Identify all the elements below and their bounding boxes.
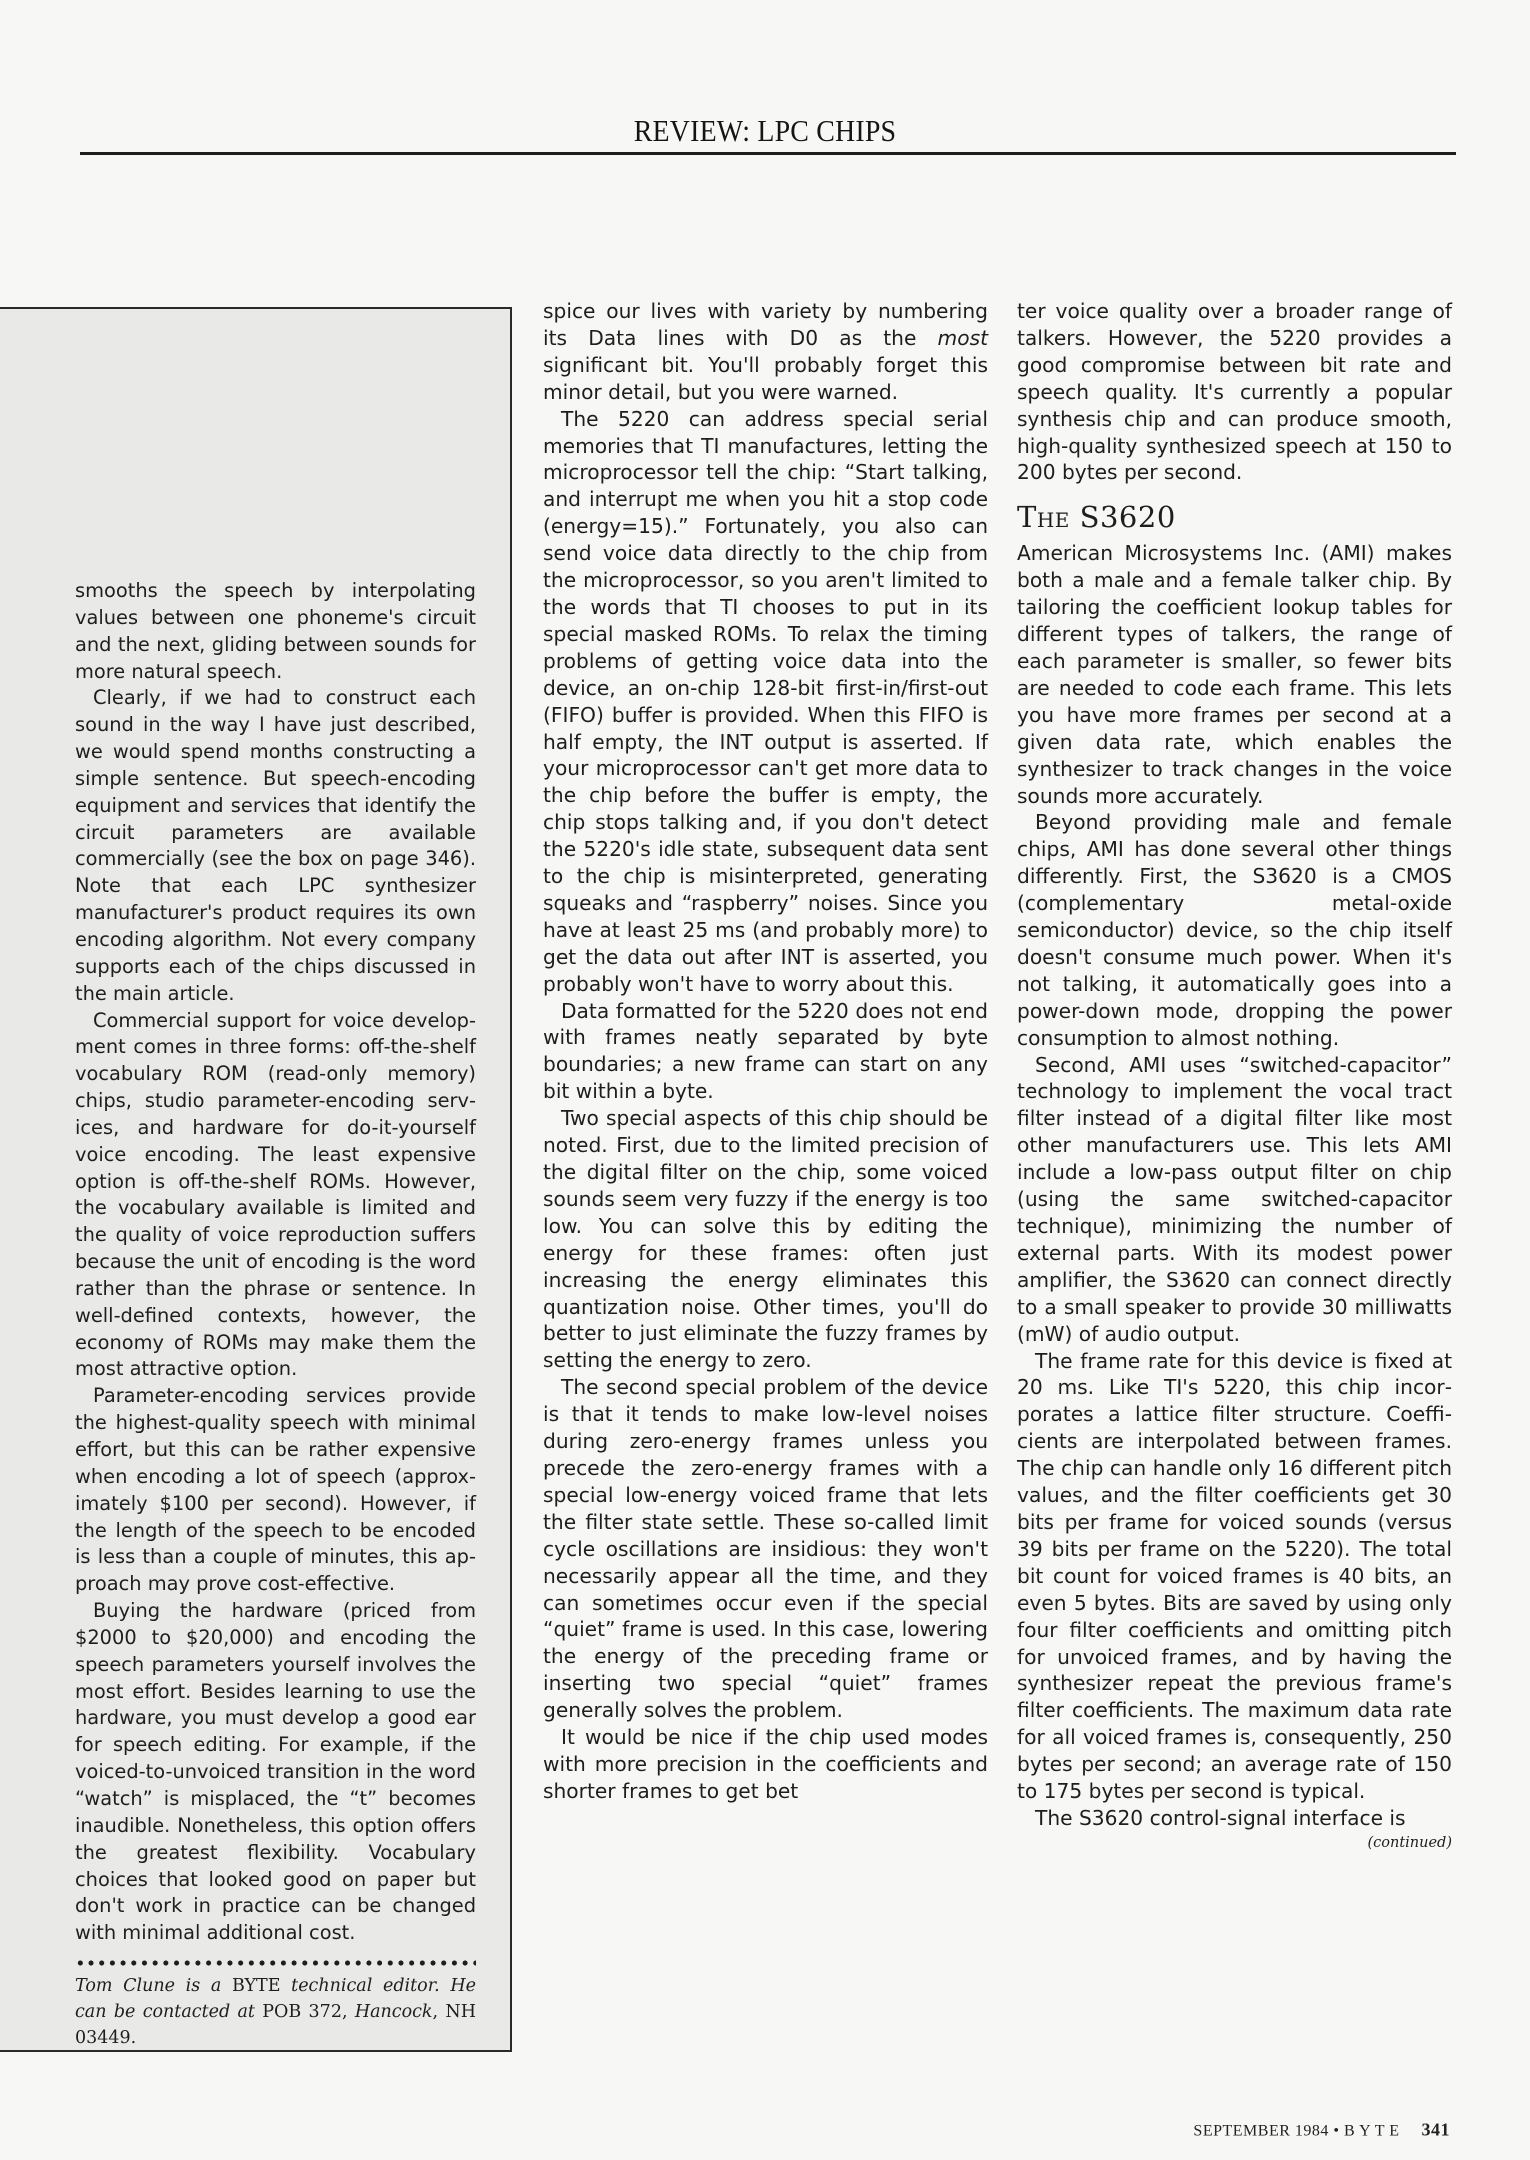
bio-text: is a — [174, 1976, 232, 1997]
paragraph: Data formatted for the 5220 does not end with frames neatly separated by byte boundaries; a new frame can start on any bit within a byte. — [543, 998, 988, 1104]
sidebar-paragraph: Parameter-encoding services provide the highest-quality speech with minimal effort, but this can be rather expensive when encoding a lot of speech (approximately $100 per second). However, if the length of the speech to be encoded is less than a couple of minutes, this approach may prove cost-effective. — [75, 1384, 476, 1596]
author-bio — [75, 1973, 476, 2051]
bio-town: Hancock — [354, 2002, 433, 2023]
sidebar-paragraph: smooths the speech by interpolating values between one phoneme's circuit and the next, gliding between sounds for more natural speech. — [75, 579, 476, 683]
bio-state-zip: , NH 03449. — [75, 2002, 476, 2049]
bio-address: POB 372, — [262, 2002, 355, 2023]
paragraph: Beyond providing male and female chips, AMI has done several other things differently. First, the S3620 is a CMOS (complementary metal-oxide semiconductor) device, so the chip itself doesn't consume much power. When it's not talking, it automatically goes into a power-down mode, dropping the power consumption to almost nothing. — [1017, 810, 1452, 1050]
issue-line: SEPTEMBER 1984 • B Y T E — [1193, 2122, 1400, 2140]
paragraph-text: significant bit. You'll probably forget this minor detail, but you were warned. — [543, 352, 988, 404]
emphasis: most — [937, 325, 988, 350]
section-heading: The S3620 — [1017, 500, 1176, 535]
sidebar-paragraph: Clearly, if we had to construct each sound in the way I have just described, we would spend months constructing a simple sentence. But speech-encoding equipment and services that identify the circuit parameters are available commercially (see the box on page 346). Note that each LPC synthesizer manufacturer's product requires its own encoding algorithm. Not every company supports each of the chips discussed in the main article. — [75, 686, 476, 1005]
paragraph: The S3620 control-signal interface is — [1035, 1805, 1406, 1830]
paragraph: ter voice quality over a broader range of talkers. However, the 5220 provides a good compromise between bit rate and speech quality. It's currently a popular synthesis chip and can produce smooth, high-quality synthesized speech at 150 to 200 bytes per second. — [1017, 299, 1452, 485]
page-footer — [1193, 2120, 1450, 2141]
column-2 — [543, 298, 988, 1805]
page-number: 341 — [1421, 2119, 1450, 2140]
continued-note: (continued) — [1367, 1834, 1452, 1851]
paragraph: Two special aspects of this chip should be noted. First, due to the limited precision of the digital filter on the chip, some voiced sounds seem very fuzzy if the energy is too low. You can solve this by editing the energy for these frames: often just increasing the energy eliminates this quantization noise. Other times, you'll do better to just eliminate the fuzzy frames by setting the energy to zero. — [543, 1106, 988, 1373]
running-head: REVIEW: LPC CHIPS — [633, 113, 897, 148]
paragraph: It would be nice if the chip used modes with more precision in the coefficients and shorter frames to get bet — [543, 1725, 988, 1803]
magazine-name: BYTE — [231, 1976, 281, 1997]
paragraph: The 5220 can address special serial memories that TI manufactures, letting the microprocessor tell the chip: “Start talking, and interrupt me when you hit a stop code (energy=15).” Fortunately, you also can send voice data directly to the chip from the microprocessor, so you aren't limited to the words that TI chooses to put in its special masked ROMs. To relax the timing problems of getting voice data into the device, an on-chip 128-bit first-in/first-out (FIFO) buffer is provided. When this FIFO is half empty, the INT output is asserted. If your microprocessor can't get more data to the chip before the buffer is empty, the chip stops talking and, if you don't detect the 5220's idle state, subsequent data sent to the chip is misinterpreted, generating squeaks and “raspberry” noises. Since you have at least 25 ms (and probably more) to get the data out after INT is asserted, you probably won't have to worry about this. — [543, 406, 988, 996]
paragraph: The frame rate for this device is fixed at 20 ms. Like TI's 5220, this chip incorporates a lattice filter structure. Coefficients are interpolated between frames. The chip can handle only 16 different pitch values, and the filter coefficients get 30 bits per frame for voiced sounds (versus 39 bits per frame on the 5220). The total bit count for voiced frames is 40 bits, an even 5 bytes. Bits are saved by using only four filter coefficients and omitting pitch for unvoiced frames, and by having the synthesizer repeat the previous frame's filter coefficients. The maximum data rate for all voiced frames is, consequently, 250 bytes per second; an average rate of 150 to 175 bytes per second is typical. — [1017, 1348, 1452, 1804]
sidebar-paragraph: Commercial support for voice development comes in three forms: off-the-shelf vocabulary ROM (read-only memory) chips, studio parameter-encoding services, and hardware for do-it-yourself voice encoding. The least expensive option is off-the-shelf ROMs. However, the vocabulary available is limited and the quality of voice reproduction suffers because the unit of encoding is the word rather than the phrase or sentence. In well-defined contexts, however, the economy of ROMs may make them the most attractive option. — [75, 1008, 476, 1381]
paragraph: Second, AMI uses “switched-capacitor” technology to implement the vocal tract filter instead of a digital filter like most other manufacturers use. This lets AMI include a low-pass output filter on chip (using the same switched-capacitor technique), minimizing the number of external parts. With its modest power amplifier, the S3620 can connect directly to a small speaker to provide 30 milliwatts (mW) of audio output. — [1017, 1052, 1452, 1346]
paragraph — [543, 298, 988, 406]
header-rule — [80, 152, 1456, 155]
paragraph-text: spice our lives with variety by numbering its Data lines with D0 as the — [543, 299, 988, 350]
paragraph: The second special problem of the device is that it tends to make low-level noises during zero-energy frames unless you precede the zero-energy frames with a special low-energy voiced frame that lets the filter state settle. These so-called limit cycle oscillations are insidious: they won't necessarily appear all the time, and they can sometimes occur even if the special “quiet” frame is used. In this case, lowering the energy of the preceding frame or inserting two special “quiet” frames generally solves the problem. — [543, 1375, 988, 1723]
bio-text: technical editor. He can be contacted at — [75, 1976, 476, 2023]
sidebar-text — [75, 578, 476, 2051]
column-3 — [1017, 298, 1452, 1854]
dotted-rule — [75, 1959, 476, 1967]
paragraph: American Microsystems Inc. (AMI) makes both a male and a female talker chip. By tailoring the coefficient lookup tables for different types of talkers, the range of each parameter is smaller, so fewer bits are needed to code each frame. This lets you have more frames per second at a given data rate, which enables the synthesizer to track changes in the voice sounds more accurately. — [1017, 541, 1452, 808]
author-name: Tom Clune — [75, 1976, 175, 1997]
sidebar-paragraph: Buying the hardware (priced from $2000 to $20,000) and encoding the speech parameters yourself involves the most effort. Besides learning to use the hardware, you must develop a good ear for speech editing. For example, if the voiced-to-unvoiced transition in the word “watch” is misplaced, the “t” becomes inaudible. Nonetheless, this option offers the greatest flexibility. Vocabulary choices that looked good on paper but don't work in practice can be changed with minimal additional cost. — [75, 1599, 476, 1945]
